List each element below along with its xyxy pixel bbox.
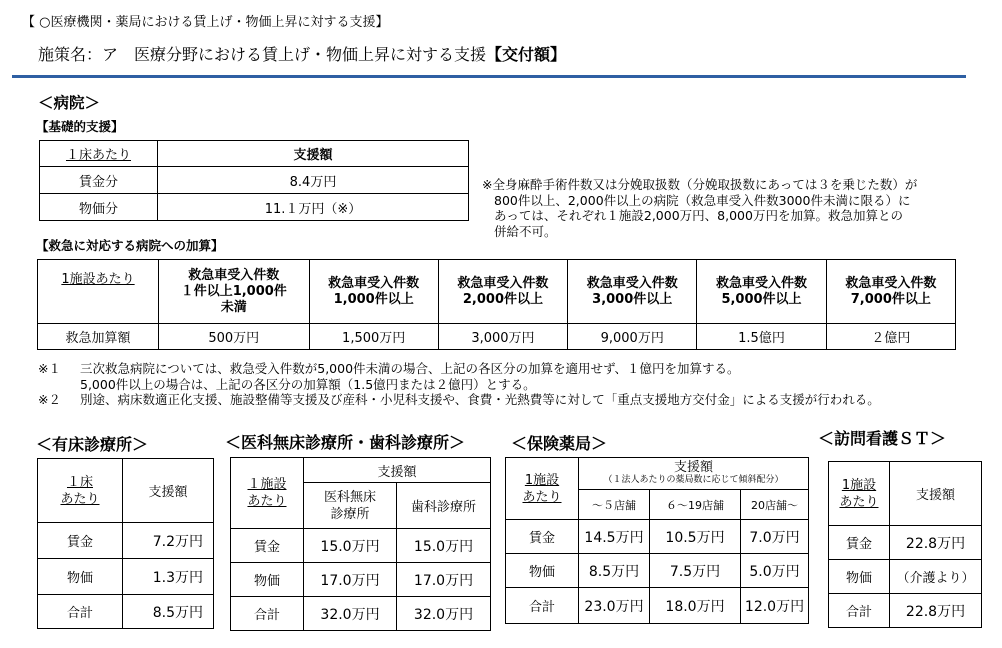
pharmacy-row-label: 賃金 [506,520,579,554]
clinic-row-label: 合計 [38,595,123,629]
pharmacy-sub-header: ６～19店舗 [650,490,741,520]
nobed-value: 32.0万円 [397,597,491,631]
clinic-row-label: 賃金 [38,523,123,559]
pharmacy-heading: ＜保険薬局＞ [511,434,608,453]
top-title: 【 ○医療機関・薬局における賃上げ・物価上昇に対する支援】 [22,15,389,30]
pharmacy-value: 23.0万円 [579,588,650,624]
nursing-heading: ＜訪問看護ＳＴ＞ [818,429,947,448]
clinic-row-value: 1.3万円 [123,559,214,595]
emergency-table [37,259,956,350]
clinic-amount-header: 支援額 [123,459,214,523]
basic-row-value: 8.4万円 [158,167,469,194]
header-rule [12,75,966,78]
basic-row-label: 物価分 [40,194,158,221]
basic-unit-header: １床あたり [40,141,158,167]
nursing-row-value: 22.8万円 [890,594,982,628]
basic-amount-header: 支援額 [158,141,469,167]
nobed-row-label: 賃金 [231,529,304,563]
emergency-header-cell: 救急車受入件数 1,000件以上 [309,260,438,324]
emergency-header-cell: 救急車受入件数 １件以上1,000件 未満 [159,260,310,324]
nobed-sub-header: 歯科診療所 [397,483,491,529]
footnote: 5,000件以上の場合は、上記の各区分の加算額（1.5億円または２億円）とする。 [80,376,536,392]
nobed-table [230,457,491,631]
emergency-value: 1,500万円 [309,324,438,350]
emergency-unit-header: 1施設あたり [38,260,159,324]
emergency-label: 【救急に対応する病院への加算】 [36,238,224,253]
note-line: ※全身麻酔手術件数又は分娩取扱数（分娩取扱数にあっては３を乗じた数）が [482,177,918,192]
basic-row-label: 賃金分 [40,167,158,194]
clinic-table [37,458,214,629]
nobed-unit-header: １施設 あたり [231,458,304,529]
footnote: ※１ 三次救急病院については、救急受入件数が5,000件未満の場合、上記の各区分の加算を適用せず、１億円を加算する。 [38,361,740,376]
basic-support-table [39,140,469,221]
nursing-row-label: 合計 [829,594,890,628]
pharmacy-value: 12.0万円 [741,588,809,624]
hospital-heading: ＜病院＞ [38,94,101,112]
hospital-footnotes [38,361,988,408]
nobed-value: 17.0万円 [304,563,397,597]
nobed-sub-header: 医科無床 診療所 [304,483,397,529]
clinic-row-value: 8.5万円 [123,595,214,629]
nursing-table [828,461,982,628]
nobed-value: 15.0万円 [304,529,397,563]
nursing-row-value: （介護より） [890,560,982,594]
nobed-value: 32.0万円 [304,597,397,631]
nobed-row-label: 合計 [231,597,304,631]
nursing-row-label: 物価 [829,560,890,594]
pharmacy-value: 7.5万円 [650,554,741,588]
policy-title-main: 施策名：ア 医療分野における賃上げ・物価上昇に対する支援 [38,45,487,64]
clinic-unit-header: １床 あたり [38,459,123,523]
emergency-header-cell: 救急車受入件数 2,000件以上 [438,260,567,324]
pharmacy-value: 5.0万円 [741,554,809,588]
emergency-value: 500万円 [159,324,310,350]
emergency-value: 9,000万円 [568,324,697,350]
nobed-row-label: 物価 [231,563,304,597]
pharmacy-unit-header: 1施設 あたり [506,458,579,520]
emergency-header-cell: 救急車受入件数 7,000件以上 [826,260,955,324]
note-line: 併給不可。 [494,223,557,239]
basic-support-label: 【基礎的支援】 [36,119,124,134]
pharmacy-sub-header: ～５店舗 [579,490,650,520]
nursing-unit-header: 1施設 あたり [829,462,890,526]
pharmacy-value: 7.0万円 [741,520,809,554]
pharmacy-row-label: 合計 [506,588,579,624]
pharmacy-sub-header: 20店舗～ [741,490,809,520]
pharmacy-value: 18.0万円 [650,588,741,624]
emergency-value: 1.5億円 [697,324,826,350]
pharmacy-row-label: 物価 [506,554,579,588]
policy-title-suffix: 【交付額】 [486,45,567,64]
clinic-heading: ＜有床診療所＞ [36,435,149,454]
emergency-value: ２億円 [826,324,955,350]
hospital-note [482,177,917,239]
nobed-value: 17.0万円 [397,563,491,597]
basic-row-value: 11.１万円（※） [158,194,469,221]
emergency-header-cell: 救急車受入件数 5,000件以上 [697,260,826,324]
nobed-amount-header: 支援額 [304,458,491,483]
pharmacy-amount-header: 支援額 （１法人あたりの薬局数に応じて傾斜配分） [579,458,809,490]
pharmacy-value: 8.5万円 [579,554,650,588]
nobed-value: 15.0万円 [397,529,491,563]
pharmacy-table [505,457,809,624]
emergency-header-cell: 救急車受入件数 3,000件以上 [568,260,697,324]
footnote: ※２ 別途、病床数適正化支援、施設整備等支援及び産科・小児科支援や、食費・光熱費等に対して「重点支援地方交付金」による支援が行われる。 [38,392,880,407]
clinic-row-value: 7.2万円 [123,523,214,559]
nursing-row-label: 賃金 [829,526,890,560]
nobed-heading: ＜医科無床診療所・歯科診療所＞ [225,433,466,452]
nursing-amount-header: 支援額 [890,462,982,526]
note-line: あっては、それぞれ１施設2,000万円、8,000万円を加算。救急加算との [494,208,903,223]
emergency-row-label: 救急加算額 [38,324,159,350]
pharmacy-value: 10.5万円 [650,520,741,554]
policy-title [38,42,566,65]
nursing-row-value: 22.8万円 [890,526,982,560]
note-line: 800件以上、2,000件以上の病院（救急車受入件数3000件未満に限る）に [494,192,911,208]
emergency-value: 3,000万円 [438,324,567,350]
pharmacy-value: 14.5万円 [579,520,650,554]
clinic-row-label: 物価 [38,559,123,595]
